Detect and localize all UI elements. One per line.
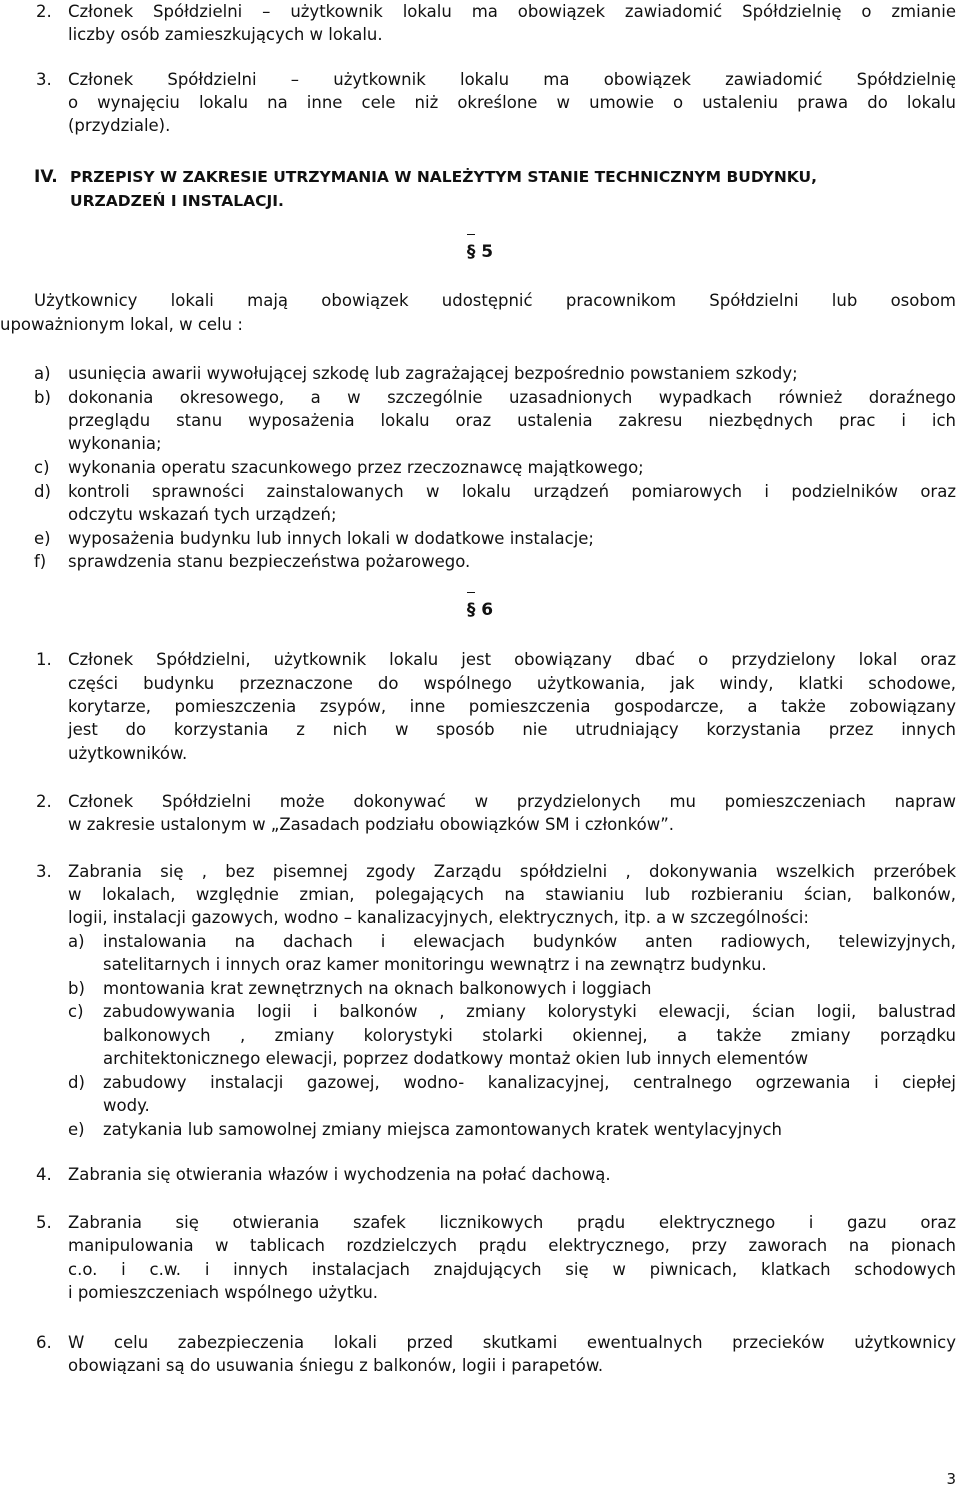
- section-number: 6: [481, 600, 494, 620]
- list-label: d): [34, 482, 51, 501]
- item-number: 6.: [36, 1333, 52, 1352]
- item-number: 1.: [36, 650, 52, 669]
- section-symbol: §: [466, 242, 476, 262]
- item-number: 2.: [36, 792, 52, 811]
- list-label: c): [68, 1002, 84, 1021]
- chapter-title: URZADZEŃ I INSTALACJI.: [70, 192, 284, 210]
- list-item-line: instalowania na dachach i elewacjach budynków anten radiowych, telewizyjnych,: [103, 932, 956, 951]
- list-label: d): [68, 1073, 85, 1092]
- paragraph-line: Zabrania się , bez pisemnej zgody Zarządu spółdzielni , dokonywania wszelkich przeróbek: [68, 862, 956, 881]
- list-label: c): [34, 458, 50, 477]
- paragraph-line: Zabrania się otwierania szafek licznikowych prądu elektrycznego i gazu oraz: [68, 1213, 956, 1232]
- item-number: 4.: [36, 1165, 52, 1184]
- list-item-line: usunięcia awarii wywołującej szkodę lub zagrażającej bezpośrednio powstaniem szkody;: [68, 364, 798, 383]
- list-item-line: zabudowywania logii i balkonów , zmiany kolorystyki elewacji, ścian logii, balustrad: [103, 1002, 956, 1021]
- list-item-line: zabudowy instalacji gazowej, wodno- kanalizacyjnej, centralnego ogrzewania i ciepłej: [103, 1073, 956, 1092]
- paragraph-line: liczby osób zamieszkujących w lokalu.: [68, 25, 383, 44]
- list-item-line: wyposażenia budynku lub innych lokali w dodatkowe instalacje;: [68, 529, 594, 548]
- paragraph-line: upoważnionym lokal, w celu :: [0, 315, 243, 334]
- paragraph-line: manipulowania w tablicach rozdzielczych prądu elektrycznego, przy zaworach na pionach: [68, 1236, 956, 1255]
- paragraph-line: części budynku przeznaczone do wspólnego użytkowania, jak windy, klatki schodowe,: [68, 674, 956, 693]
- list-item-line: dokonania okresowego, a w szczególnie uzasadnionych wypadkach również doraźnego: [68, 388, 956, 407]
- list-item-line: balkonowych , zmiany kolorystyki stolarki okiennej, a także zmiany porządku: [103, 1026, 956, 1045]
- paragraph-line: Zabrania się otwierania włazów i wychodzenia na połać dachową.: [68, 1165, 611, 1184]
- list-item-line: odczytu wskazań tych urządzeń;: [68, 505, 337, 524]
- list-item-line: wykonania operatu szacunkowego przez rzeczoznawcę majątkowego;: [68, 458, 644, 477]
- paragraph-line: Członek Spółdzielni – użytkownik lokalu ma obowiązek zawiadomić Spółdzielnię o zmianie: [68, 2, 956, 21]
- paragraph-line: W celu zabezpieczenia lokali przed skutkami ewentualnych przecieków użytkownicy: [68, 1333, 956, 1352]
- section-heading-5: [0, 240, 960, 264]
- paragraph-line: obowiązani są do usuwania śniegu z balkonów, logii i parapetów.: [68, 1356, 604, 1375]
- paragraph-line: użytkowników.: [68, 744, 188, 763]
- paragraph-line: (przydziale).: [68, 116, 171, 135]
- paragraph-line: Użytkownicy lokali mają obowiązek udostępnić pracownikom Spółdzielni lub osobom: [34, 291, 956, 310]
- list-item-line: wody.: [103, 1096, 150, 1115]
- section-heading-6: [0, 598, 960, 622]
- section-symbol: §: [466, 600, 476, 620]
- paragraph-line: Członek Spółdzielni może dokonywać w przydzielonych mu pomieszczeniach napraw: [68, 792, 956, 811]
- paragraph-line: w lokalach, względnie zmian, polegających na stawianiu lub rozbieraniu ścian, balkonów,: [68, 885, 956, 904]
- paragraph-line: korytarze, pomieszczenia zsypów, inne pomieszczenia gospodarcze, a także zobowiązany: [68, 697, 956, 716]
- page-number: 3: [946, 1470, 956, 1488]
- paragraph-line: w zakresie ustalonym w „Zasadach podziału obowiązków SM i członków”.: [68, 815, 675, 834]
- list-item-line: satelitarnych i innych oraz kamer monitoringu wewnątrz i na zewnątrz budynku.: [103, 955, 767, 974]
- list-label: f): [34, 552, 47, 571]
- paragraph-line: i pomieszczeniach wspólnego użytku.: [68, 1283, 379, 1302]
- list-label: e): [68, 1120, 85, 1139]
- list-label: e): [34, 529, 51, 548]
- list-item-line: wykonania;: [68, 434, 162, 453]
- list-label: b): [68, 979, 85, 998]
- list-item-line: przeglądu stanu wyposażenia lokalu oraz ustalenia zakresu niezbędnych prac i ich: [68, 411, 956, 430]
- list-item-line: kontroli sprawności zainstalowanych w lokalu urządzeń pomiarowych i podzielników oraz: [68, 482, 956, 501]
- list-item-line: montowania krat zewnętrznych na oknach balkonowych i loggiach: [103, 979, 652, 998]
- chapter-number: IV.: [34, 167, 58, 187]
- item-number: 3.: [36, 70, 52, 89]
- item-number: 5.: [36, 1213, 52, 1232]
- paragraph-line: o wynajęciu lokalu na inne cele niż określone w umowie o ustaleniu prawa do lokalu: [68, 93, 956, 112]
- list-item-line: architektonicznego elewacji, poprzez dodatkowy montaż okien lub innych elementów: [103, 1049, 809, 1068]
- list-item-line: zatykania lub samowolnej zmiany miejsca zamontowanych kratek wentylacyjnych: [103, 1120, 782, 1139]
- paragraph-line: c.o. i c.w. i innych instalacjach znajdujących się w piwnicach, klatkach schodowych: [68, 1260, 956, 1279]
- paragraph-line: Członek Spółdzielni, użytkownik lokalu jest obowiązany dbać o przydzielony lokal oraz: [68, 650, 956, 669]
- list-item-line: sprawdzenia stanu bezpieczeństwa pożarowego.: [68, 552, 471, 571]
- section-number: 5: [481, 242, 494, 262]
- item-number: 2.: [36, 2, 52, 21]
- list-label: a): [68, 932, 85, 951]
- paragraph-line: Członek Spółdzielni – użytkownik lokalu ma obowiązek zawiadomić Spółdzielnię: [68, 70, 956, 89]
- item-number: 3.: [36, 862, 52, 881]
- list-label: b): [34, 388, 51, 407]
- list-label: a): [34, 364, 51, 383]
- paragraph-line: logii, instalacji gazowych, wodno – kanalizacyjnych, elektrycznych, itp. a w szczególności:: [68, 908, 809, 927]
- chapter-title: PRZEPISY W ZAKRESIE UTRZYMANIA W NALEŻYTYM STANIE TECHNICZNYM BUDYNKU,: [70, 168, 818, 186]
- paragraph-line: jest do korzystania z nich w sposób nie utrudniający korzystania przez innych: [68, 720, 956, 739]
